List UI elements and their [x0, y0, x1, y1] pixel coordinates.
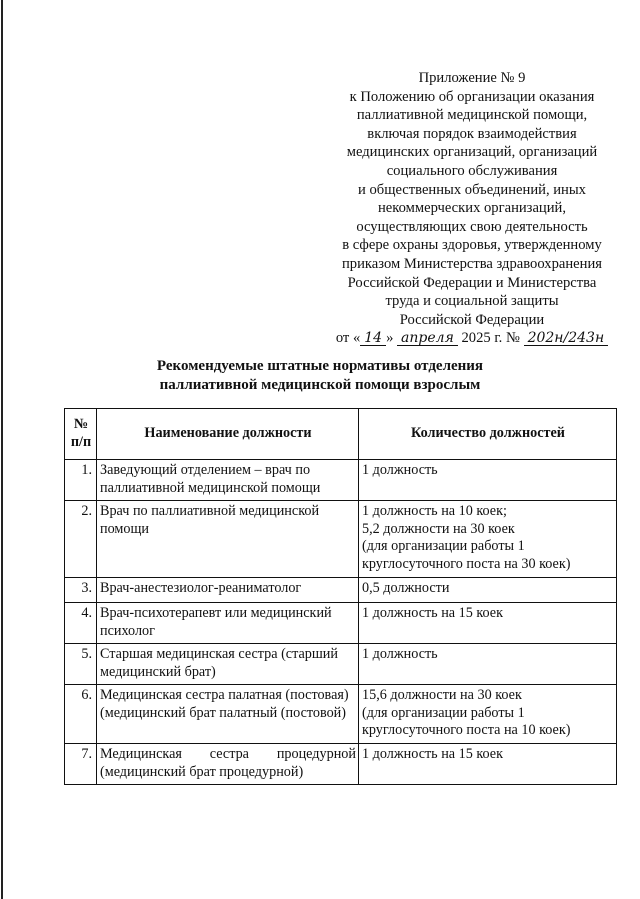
appendix-line: включая порядок взаимодействия	[367, 125, 577, 142]
row-number: 4.	[65, 603, 97, 644]
position-name: Медицинская сестра палатная (постовая) (медицинский брат палатный (постовой)	[97, 685, 359, 744]
row-number: 3.	[65, 578, 97, 603]
position-quantity	[359, 578, 617, 603]
row-number: 1.	[65, 460, 97, 501]
title-line-1: Рекомендуемые штатные нормативы отделения	[156, 358, 484, 374]
position-quantity	[359, 460, 617, 501]
position-name-word: процедурной	[276, 746, 356, 762]
appendix-line: Российской Федерации и Министерства	[347, 274, 597, 291]
date-mid: »	[386, 330, 394, 347]
position-quantity	[359, 603, 617, 644]
quantity-line: 1 должность на 15 коек	[362, 605, 504, 621]
appendix-line: Приложение № 9	[418, 70, 526, 86]
quantity-line: 1 должность	[362, 462, 438, 478]
header-number-line2: п/п	[70, 434, 92, 450]
position-name-rest: (медицинский брат процедурной)	[100, 763, 304, 780]
position-name-word: сестра	[209, 746, 249, 762]
row-number: 5.	[65, 644, 97, 685]
handwritten-day: 14	[360, 331, 386, 346]
appendix-line: к Положению об организации оказания	[349, 88, 595, 105]
title-line-2: паллиативной медицинской помощи взрослым	[159, 376, 481, 393]
quantity-line: 5,2 должности на 30 коек	[362, 520, 515, 537]
quantity-line: круглосуточного поста на 10 коек)	[362, 722, 571, 739]
position-quantity	[359, 685, 617, 744]
position-name: Врач по паллиативной медицинской помощи	[97, 501, 359, 578]
staffing-table	[64, 408, 617, 785]
appendix-line: приказом Министерства здравоохранения	[342, 255, 602, 272]
appendix-line: труда и социальной защиты	[385, 293, 559, 310]
position-name: Врач-анестезиолог-реаниматолог	[97, 578, 359, 603]
position-quantity	[359, 501, 617, 578]
position-name-word: Медицинская	[100, 746, 182, 762]
handwritten-month: апреля	[397, 331, 458, 346]
position-name: Заведующий отделением – врач по паллиативной медицинской помощи	[97, 460, 359, 501]
position-quantity	[359, 744, 617, 785]
quantity-line: 1 должность на 10 коек;	[362, 503, 507, 519]
quantity-line: круглосуточного поста на 30 коек)	[362, 555, 571, 572]
appendix-line: некоммерческих организаций,	[377, 200, 567, 217]
table-row	[65, 603, 617, 644]
quantity-line: 15,6 должности на 30 коек	[362, 687, 522, 703]
table-row	[65, 685, 617, 744]
position-name: Старшая медицинская сестра (старший медицинский брат)	[97, 644, 359, 685]
document-title	[120, 357, 520, 394]
appendix-line: Российской Федерации	[399, 311, 545, 328]
header-quantity: Количество должностей	[359, 409, 617, 460]
header-position: Наименование должности	[97, 409, 359, 460]
row-number: 2.	[65, 501, 97, 578]
date-year: 2025 г. №	[461, 330, 520, 347]
row-number: 7.	[65, 744, 97, 785]
appendix-header	[330, 69, 614, 348]
quantity-line: 1 должность на 15 коек	[362, 746, 504, 762]
table-row	[65, 501, 617, 578]
date-prefix: от «	[335, 330, 361, 347]
appendix-line: и общественных объединений, иных	[358, 181, 586, 198]
order-date-line	[330, 329, 614, 348]
table-row	[65, 578, 617, 603]
table-row	[65, 460, 617, 501]
appendix-line: медицинских организаций, организаций	[346, 144, 598, 161]
scan-edge	[1, 0, 3, 899]
appendix-line: осуществляющих свою деятельность	[356, 218, 588, 235]
table-row	[65, 744, 617, 785]
position-name	[97, 744, 359, 785]
header-number-line1: №	[73, 416, 89, 433]
quantity-line: (для организации работы 1	[362, 704, 525, 721]
appendix-line: в сфере охраны здоровья, утвержденному	[342, 237, 602, 254]
appendix-line: паллиативной медицинской помощи,	[356, 107, 588, 124]
header-number	[65, 409, 97, 460]
table-row	[65, 644, 617, 685]
position-quantity	[359, 644, 617, 685]
appendix-line: социального обслуживания	[386, 162, 558, 179]
handwritten-order-number: 202н/243н	[524, 331, 609, 346]
quantity-line: 1 должность	[362, 646, 438, 662]
row-number: 6.	[65, 685, 97, 744]
table-header-row	[65, 409, 617, 460]
position-name-first-line	[100, 746, 356, 764]
quantity-line: 0,5 должности	[362, 580, 450, 596]
position-name: Врач-психотерапевт или медицинский психолог	[97, 603, 359, 644]
quantity-line: (для организации работы 1	[362, 538, 525, 555]
